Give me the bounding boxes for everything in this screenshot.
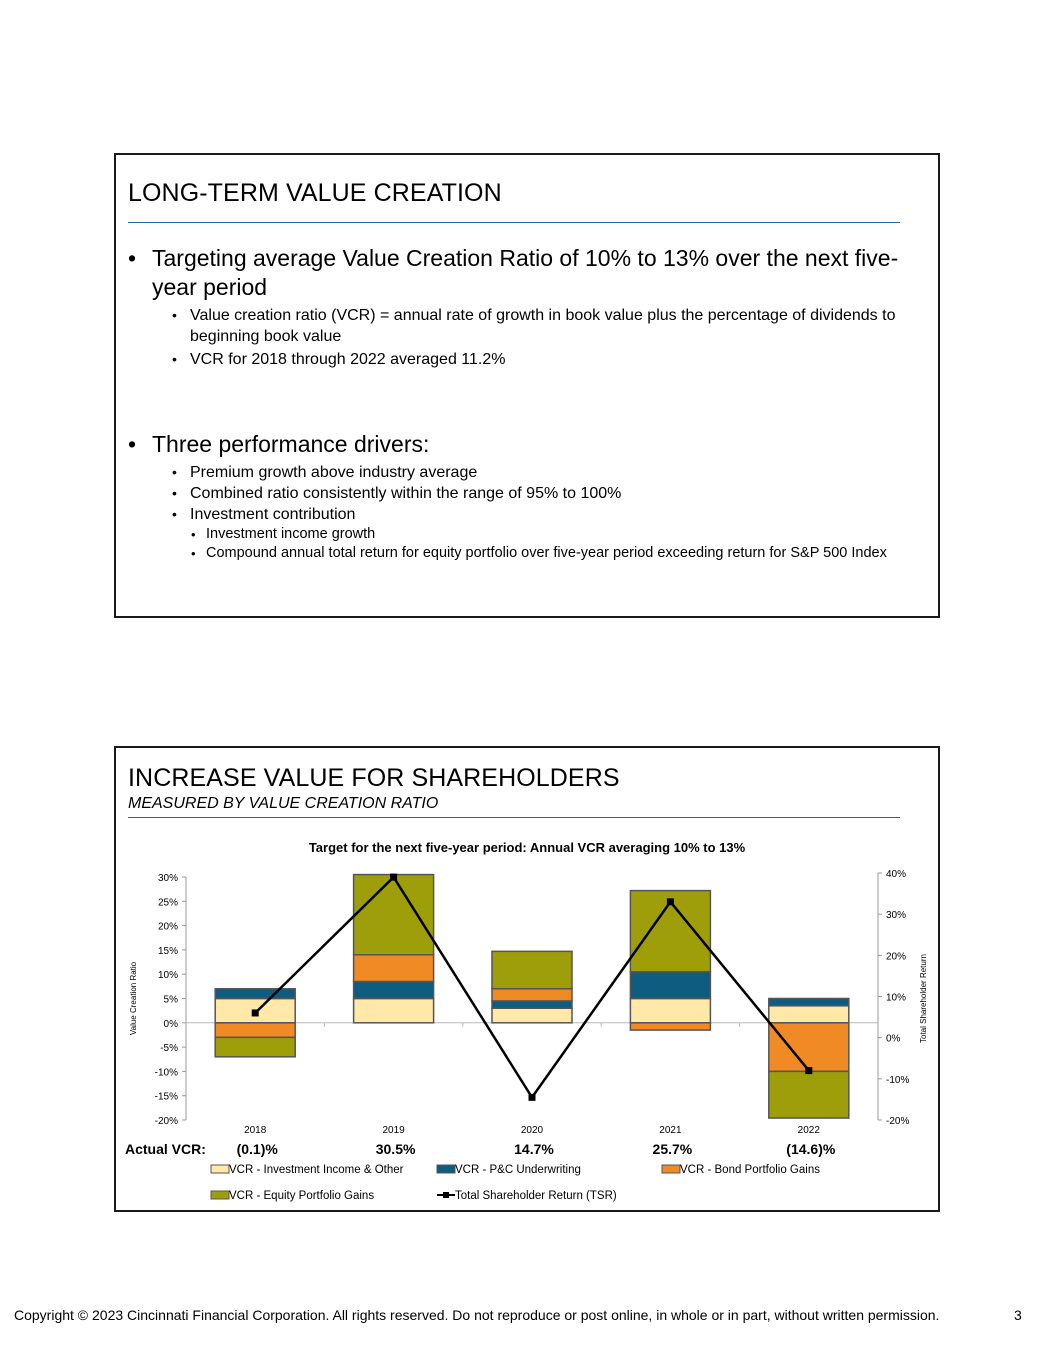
tsr-marker [252, 1009, 259, 1016]
title-divider [128, 222, 900, 223]
sub-bullet-item: • Premium growth above industry average [164, 462, 918, 483]
tsr-marker [667, 898, 674, 905]
y2-tick-label: 20% [886, 951, 907, 963]
legend-label: VCR - Investment Income & Other [229, 1164, 404, 1176]
footer-copyright: Copyright © 2023 Cincinnati Financial Corporation. All rights reserved. Do not reproduce or post online, in whole or in part, without written permission. [14, 1307, 940, 1323]
bar-segment [354, 981, 434, 998]
y2-axis-label: Total Shareholder Return [919, 954, 928, 1043]
bar-segment [492, 951, 572, 988]
y2-tick-label: 10% [886, 992, 907, 1004]
bar-segment [215, 1023, 295, 1038]
bullet-item [128, 430, 918, 563]
tsr-marker [390, 874, 397, 881]
vcr-chart [116, 748, 938, 1210]
bar-segment [354, 955, 434, 982]
bar-segment [354, 875, 434, 955]
x-tick-label: 2022 [797, 1125, 820, 1136]
bar-segment [769, 1023, 849, 1072]
legend-label: Total Shareholder Return (TSR) [455, 1190, 617, 1202]
bar-segment [215, 989, 295, 999]
bullet-item [128, 244, 918, 370]
legend-swatch [211, 1165, 229, 1173]
y-tick-label: 20% [157, 921, 178, 933]
x-tick-label: 2019 [382, 1125, 405, 1136]
actual-vcr-value: 14.7% [514, 1141, 554, 1157]
sub-bullet-item: • Value creation ratio (VCR) = annual rate of growth in book value plus the percentage of dividends to beginning book value [164, 305, 918, 347]
y-tick-label: 30% [157, 873, 178, 884]
actual-vcr-label: Actual VCR: [125, 1141, 206, 1157]
bar-segment [215, 1037, 295, 1056]
page-number: 3 [1014, 1307, 1022, 1323]
y-tick-label: -5% [160, 1043, 178, 1055]
bar-segment [769, 999, 849, 1006]
y2-tick-label: 40% [886, 869, 907, 880]
actual-vcr-value: 30.5% [375, 1141, 416, 1157]
slide-long-term-value-creation [114, 153, 940, 618]
bullet-text: Targeting average Value Creation Ratio of 10% to 13% over the next five-year period [152, 245, 899, 300]
x-tick-label: 2020 [520, 1125, 544, 1136]
x-tick-label: 2021 [659, 1125, 682, 1136]
sub-bullet-text: Investment contribution [190, 506, 356, 523]
tsr-marker [529, 1094, 536, 1101]
bar-segment [492, 1008, 572, 1023]
y-tick-label: 15% [157, 945, 178, 957]
actual-vcr-value: 25.7% [652, 1141, 693, 1157]
legend-label: VCR - Bond Portfolio Gains [680, 1164, 820, 1176]
legend-swatch [211, 1191, 229, 1199]
sub-bullet-list [152, 462, 918, 563]
actual-vcr-value: (0.1)% [236, 1141, 278, 1157]
y-tick-label: 5% [163, 994, 178, 1006]
sub-sub-bullet-item: • Compound annual total return for equity portfolio over five-year period exceeding return for S&P 500 Index [190, 544, 918, 563]
bar-segment [769, 1006, 849, 1023]
y-tick-label: -20% [154, 1116, 178, 1127]
sub-bullet-item [164, 504, 918, 563]
y2-tick-label: 30% [886, 910, 907, 922]
legend-swatch-marker [443, 1192, 449, 1198]
y-tick-label: -15% [154, 1091, 178, 1103]
sub-sub-bullet-item: • Investment income growth [190, 525, 918, 544]
y-axis-label: Value Creation Ratio [129, 961, 138, 1036]
sub-bullet-list [152, 305, 918, 370]
y-tick-label: 0% [163, 1018, 178, 1030]
legend-swatch [662, 1165, 680, 1173]
sub-bullet-item: • VCR for 2018 through 2022 averaged 11.2% [164, 349, 918, 370]
y2-tick-label: -10% [886, 1074, 910, 1086]
bar-segment [630, 999, 710, 1023]
slide-title: INCREASE VALUE FOR SHAREHOLDERS [128, 764, 620, 792]
y2-tick-label: -20% [886, 1116, 910, 1127]
legend-swatch [437, 1165, 455, 1173]
bar-segment [769, 1071, 849, 1118]
bar-segment [630, 972, 710, 999]
slide-title: LONG-TERM VALUE CREATION [128, 179, 502, 207]
x-tick-label: 2018 [244, 1125, 267, 1136]
y-tick-label: 10% [157, 970, 178, 982]
bullet-list [128, 430, 918, 563]
slide-subtitle: MEASURED BY VALUE CREATION RATIO [128, 795, 439, 812]
slide-increase-value [114, 746, 940, 1212]
actual-vcr-value: (14.6)% [786, 1141, 836, 1157]
bullet-list [128, 244, 918, 370]
y-tick-label: -10% [154, 1067, 178, 1079]
sub-bullet-item: • Combined ratio consistently within the range of 95% to 100% [164, 483, 918, 504]
chart-title: Target for the next five-year period: Annual VCR averaging 10% to 13% [308, 840, 746, 855]
sub-sub-bullet-list [190, 525, 918, 563]
y-tick-label: 25% [157, 897, 178, 909]
y2-tick-label: 0% [886, 1033, 901, 1045]
tsr-marker [805, 1067, 812, 1074]
bar-segment [354, 999, 434, 1023]
legend-label: VCR - Equity Portfolio Gains [229, 1190, 375, 1202]
bar-segment [492, 1001, 572, 1008]
bar-segment [630, 1023, 710, 1030]
bullet-text: Three performance drivers: [152, 431, 430, 457]
legend-label: VCR - P&C Underwriting [455, 1164, 581, 1176]
bar-segment [492, 989, 572, 1001]
